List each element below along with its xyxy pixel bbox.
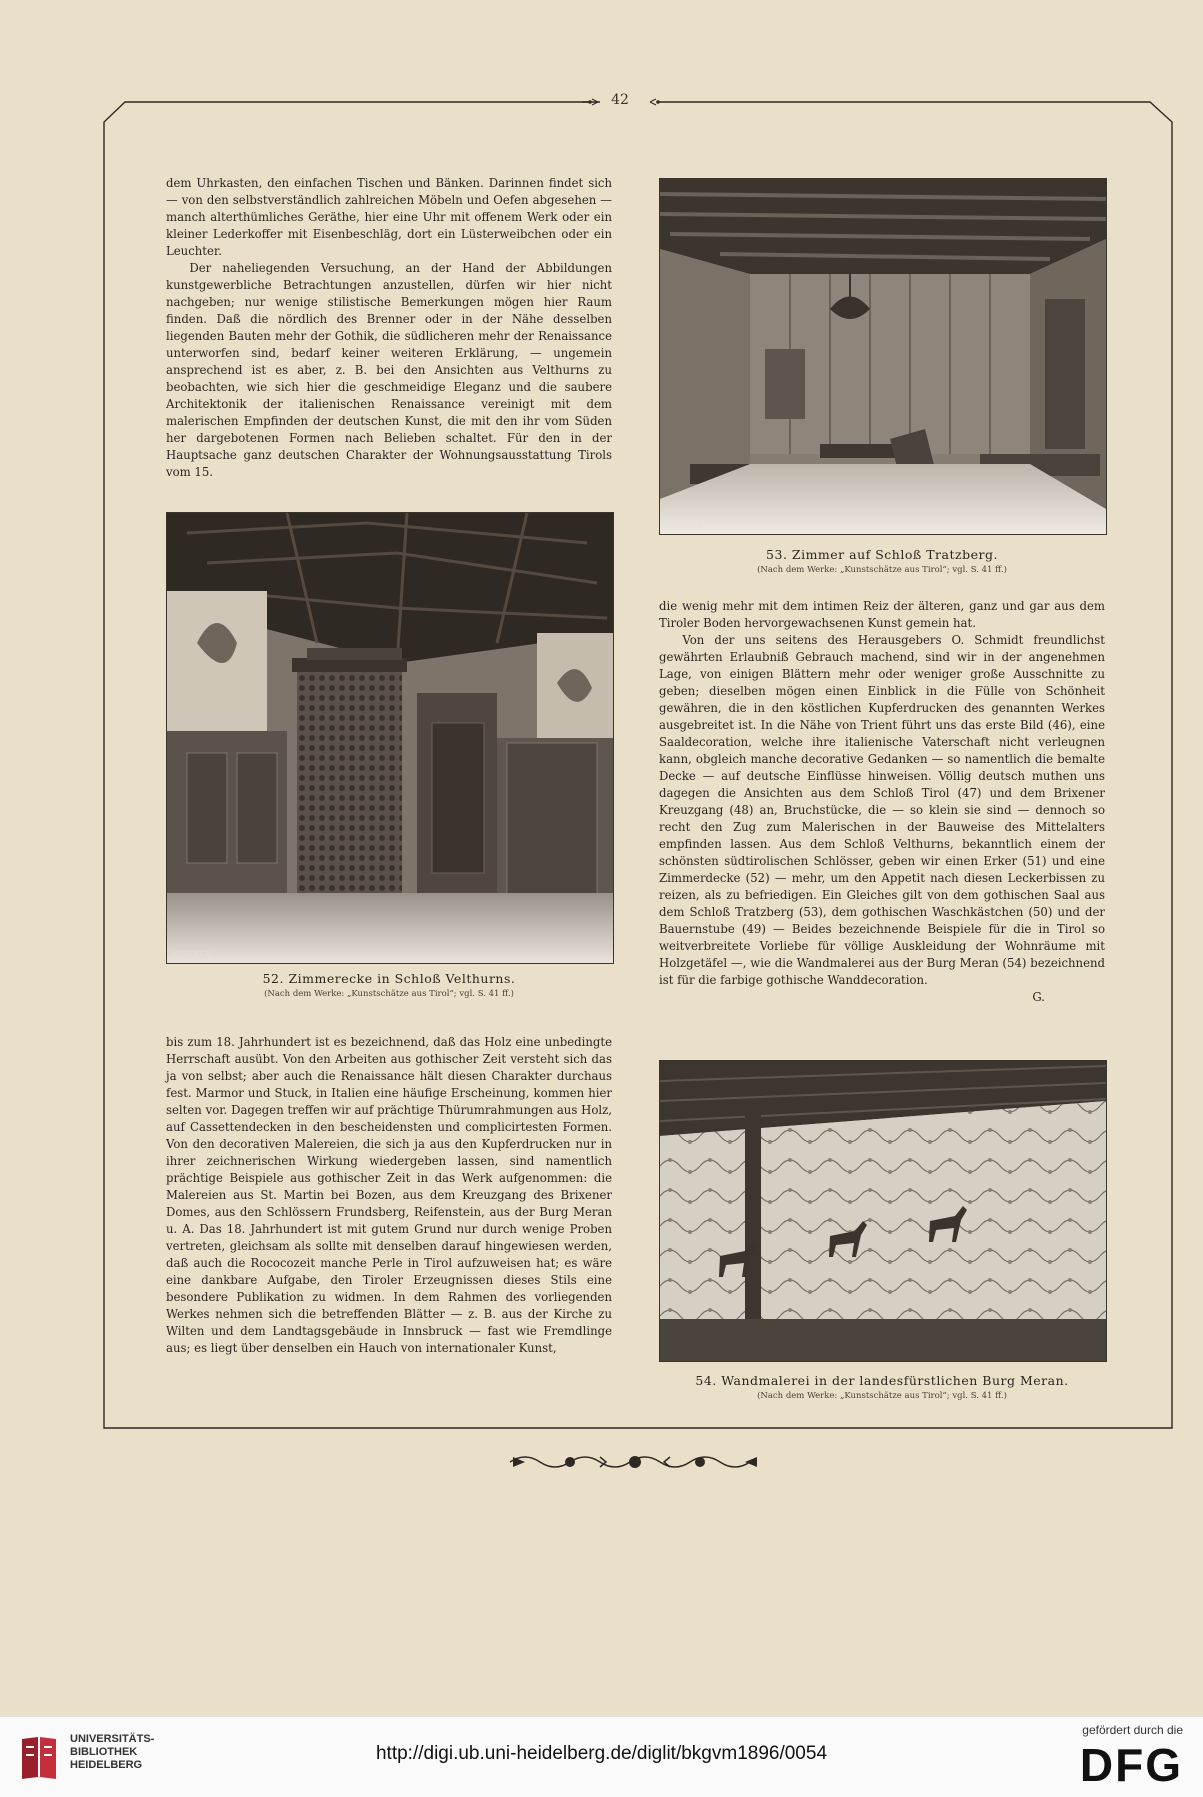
page-number: 42 <box>611 92 629 108</box>
caption-source: (Nach dem Werke: „Kunstschätze aus Tirol“; vgl. S. 41 ff.) <box>757 565 1007 575</box>
left-column-bottom <box>166 1034 612 1357</box>
tratzberg-room-illustration <box>660 179 1106 534</box>
paragraph: Der naheliegenden Versuchung, an der Hand der Abbildungen kunstgewerbliche Betrachtungen anzustellen, dürfen wir hier nicht nachgeben; nur wenige stilistische Bemerkungen mögen hier Raum finden. Daß die nördlich des Brenner oder in der Nähe desselben liegenden Bauten mehr der Gothik, die südlicheren mehr der Renaissance unterworfen sind, bedarf keiner weiteren Erklärung, — ungemein ansprechend ist es aber, z. B. bei den Ansichten aus Velthurns zu beobachten, wie sich hier die geschmeidige Eleganz und die saubere Architektonik der italienischen Renaissance vereinigt mit dem malerischen Empfinden der deutschen Kunst, die mit den ihr vom Süden her dargebotenen Formen nach Belieben schaltet. Für den in der Hauptsache ganz deutschen Charakter der Wohnungsausstattung Tirols vom 15. <box>166 261 612 479</box>
author-signature: G. <box>1032 990 1045 1004</box>
wall-painting-illustration <box>660 1061 1106 1361</box>
figure-53-caption <box>659 546 1105 577</box>
university-line: BIBLIOTHEK <box>70 1746 138 1758</box>
left-column-top <box>166 175 612 481</box>
caption-title: 53. Zimmer auf Schloß Tratzberg. <box>766 547 998 562</box>
caption-source: (Nach dem Werke: „Kunstschätze aus Tirol“; vgl. S. 41 ff.) <box>757 1391 1007 1401</box>
figure-54-caption <box>659 1372 1105 1403</box>
engraver-mark: CONSEE <box>173 951 212 959</box>
figure-52-image <box>166 512 614 964</box>
caption-source: (Nach dem Werke: „Kunstschätze aus Tirol“; vgl. S. 41 ff.) <box>264 989 514 999</box>
university-line: UNIVERSITÄTS- <box>70 1733 155 1745</box>
right-column-text <box>659 598 1105 1006</box>
figure-53-image <box>659 178 1107 535</box>
funding-note: gefördert durch die <box>1082 1723 1183 1737</box>
caption-title: 52. Zimmerecke in Schloß Velthurns. <box>262 971 516 986</box>
paragraph: Von der uns seitens des Herausgebers O. Schmidt freundlichst gewährten Erlaubniß Gebrauch machend, sind wir in der angenehmen Lage, von einigen Blättern mehr oder weniger große Ausschnitte zu geben; dieselben mögen einen Einblick in die Fülle von Schönheit gewähren, die in den köstlichen Kupferdrucken des genannten Werkes ausgebreitet ist. In die Nähe von Trient führt uns das erste Bild (46), eine Saaldecoration, welche ihre italienische Vaterschaft nicht verleugnen kann, obgleich manche decorative Gedanken — so namentlich die bemalte Decke — auf deutsche Einflüsse hinweisen. Völlig deutsch muthen uns dagegen die Ansichten aus dem Schloß Tirol (47) und dem Brixener Kreuzgang (48) an, Bruchstücke, die — so klein sie sind — dennoch so recht den Zug zum Malerischen in der Bauweise des Mittelalters empfinden lassen. Aus dem Schloß Velthurns, bekanntlich einem der schönsten südtirolischen Schlösser, geben wir einen Erker (51) und eine Zimmerdecke (52) — mehr, um den Appetit nach diesen Leckerbissen zu reizen, als zu befriedigen. Ein Gleiches gilt von dem gothischen Saal aus dem Schloß Tratzberg (53), dem gothischen Waschkästchen (50) und der Bauernstube (49) — Beides bezeichnende Beispiele für die in Tirol so weitverbreitete Vorliebe für völlige Auskleidung der Wohnräume mit Holzgetäfel —, wie die Wandmalerei aus der Burg Meran (54) bezeichnend ist für die farbige gothische Wanddecoration. <box>659 633 1105 987</box>
paragraph: bis zum 18. Jahrhundert ist es bezeichnend, daß das Holz eine unbedingte Herrschaft ausübt. Von den Arbeiten aus gothischer Zeit versteht sich das ja von selbst; aber auch die Renaissance hält diesen Charakter durchaus fest. Marmor und Stuck, in Italien eine häufige Erscheinung, kommen hier selten vor. Dagegen treffen wir auf prächtige Thürumrahmungen aus Holz, auf Cassettendecken in den bescheidensten und complicirtesten Formen. Von den decorativen Malereien, die sich ja aus den Kupferdrucken nur in ihrer zeichnerischen Wirkung wiedergeben lassen, sind namentlich prächtige Beispiele aus gothischer Zeit in das Werk aufgenommen: die Malereien aus St. Martin bei Bozen, aus dem Kreuzgang des Brixener Domes, aus den Schlössern Frundsberg, Reifenstein, aus der Burg Meran u. A. Das 18. Jahrhundert ist mit gutem Grund nur durch wenige Proben vertreten, gleichsam als sollte mit denselben darauf hingewiesen werden, daß auch die Rococozeit manche Perle in Tirol aufzuweisen hat; es wäre eine dankbare Aufgabe, den Tiroler Erzeugnissen dieses Stils eine besondere Publikation zu widmen. In dem Rahmen des vorliegenden Werkes nehmen sich die betreffenden Blätter — z. B. aus der Kirche zu Wilten und dem Landtagsgebäude in Innsbruck — fast wie Fremdlinge aus; es liegt über denselben ein Hauch von internationaler Kunst, <box>166 1035 612 1355</box>
paragraph: dem Uhrkasten, den einfachen Tischen und Bänken. Darinnen findet sich — von den selbstverständlich zahlreichen Möbeln und Oefen abgesehen — manch alterthümliches Geräthe, hier eine Uhr mit offenem Werk oder ein kleiner Lederkoffer mit Eisenbeschläg, dort ein Lüsterweibchen oder ein Leuchter. <box>166 176 612 258</box>
paragraph: die wenig mehr mit dem intimen Reiz der älteren, ganz und gar aus dem Tiroler Boden hervorgewachsenen Kunst gemein hat. <box>659 599 1105 630</box>
caption-title: 54. Wandmalerei in der landesfürstlichen Burg Meran. <box>695 1373 1069 1388</box>
floral-vignette-ornament <box>505 1449 765 1475</box>
permalink-url[interactable]: http://digi.ub.uni-heidelberg.de/diglit/bkgvm1896/0054 <box>375 1743 828 1764</box>
engraver-mark: CONSEE <box>666 522 705 530</box>
digitization-footer <box>0 1716 1203 1797</box>
figure-54-image <box>659 1060 1107 1362</box>
room-corner-illustration <box>167 513 613 963</box>
dfg-logo: DFG <box>1079 1739 1183 1791</box>
university-line: HEIDELBERG <box>70 1759 143 1771</box>
figure-52-caption <box>166 970 612 1001</box>
